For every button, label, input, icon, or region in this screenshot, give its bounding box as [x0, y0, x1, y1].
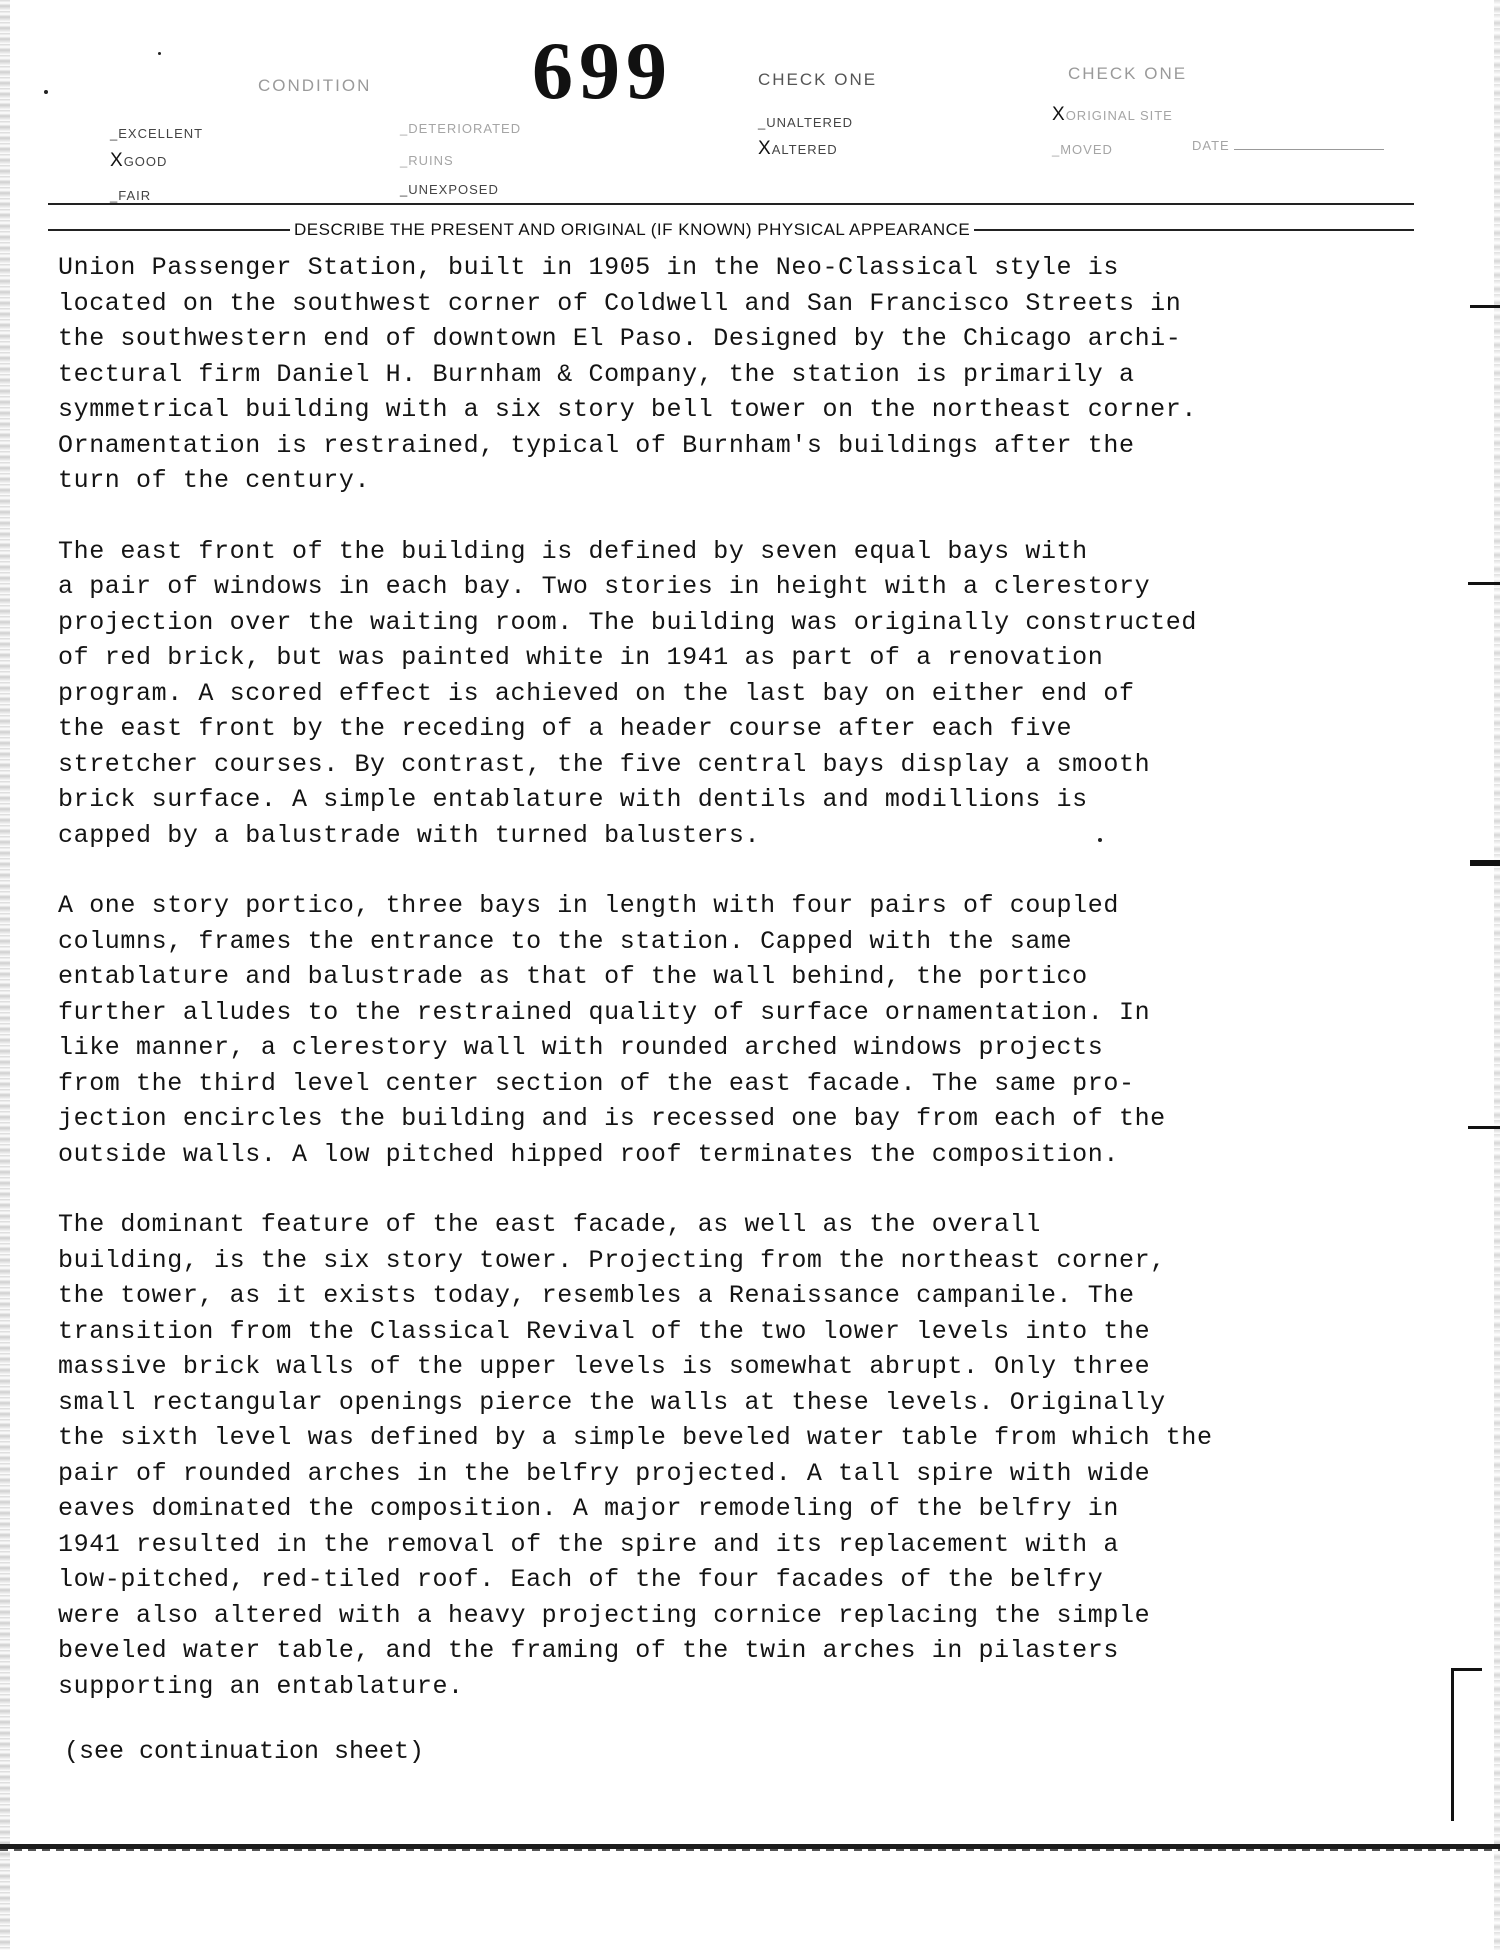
- option-mark: X: [110, 150, 124, 171]
- description-paragraph-2: The east front of the building is defined by seven equal bays with a pair of windows in each bay. Two stories in height with a clerestory projection over the waiting room. The building was originally constructed of red brick, but was painted white in 1941 as part of a renovation program. A scored effect is achieved on the last bay on either end of the east front by the receding of a header course after each five stretcher courses. By contrast, the five central bays display a smooth brick surface. A simple entablature with dentils and modillions is capped by a balustrade with turned balusters.: [58, 536, 1197, 850]
- option-mark: X: [758, 138, 772, 159]
- site-option-moved[interactable]: [1052, 138, 1113, 160]
- option-label: _UNALTERED: [758, 115, 854, 130]
- date-label: DATE: [1192, 138, 1230, 153]
- condition-option-good[interactable]: [110, 150, 167, 172]
- condition-heading: CONDITION: [258, 76, 372, 95]
- condition-option-ruins[interactable]: [400, 149, 454, 171]
- description-paragraph-4: The dominant feature of the east facade, as well as the overall building, is the six story tower. Projecting from the northeast corner, the tower, as it exists today, resembles a Renaissance campanile. The transition from the Classical Revival of the two lower levels into the massive brick walls of the upper levels is somewhat abrupt. Only three small rectangular openings pierce the walls at these levels. Originally the sixth level was defined by a simple beveled water table from which the pair of rounded arches in the belfry projected. A tall spire with wide eaves dominated the composition. A major remodeling of the belfry in 1941 resulted in the removal of the spire and its replacement with a low-pitched, red-tiled roof. Each of the four facades of the belfry were also altered with a heavy projecting cornice replacing the simple beveled water table, and the framing of the twin arches in pilasters supporting an entablature.: [58, 1210, 1213, 1701]
- margin-tick: [1470, 305, 1500, 308]
- description-paragraph-1: Union Passenger Station, built in 1905 in the Neo-Classical style is located on the southwest corner of Coldwell and San Francisco Streets in the southwestern end of downtown El Paso. Designed by the Chicago archi- tectural firm Daniel H. Burnham & Company, the station is primarily a symmetrical building with a six story bell tower on the northeast corner. Ornamentation is restrained, typical of Burnham's buildings after the turn of the century.: [58, 253, 1197, 495]
- physical-appearance-description: [58, 250, 1438, 1739]
- date-blank: [1234, 149, 1384, 150]
- option-label: _UNEXPOSED: [400, 182, 499, 197]
- option-label: _EXCELLENT: [110, 126, 204, 141]
- site-option-original[interactable]: [1052, 104, 1173, 126]
- scan-speck: [158, 52, 161, 55]
- margin-tick: [1470, 860, 1500, 866]
- description-paragraph-3: A one story portico, three bays in length with four pairs of coupled columns, frames the entrance to the station. Capped with the same entablature and balustrade as that of the wall behind, the portico further alludes to the restrained quality of surface ornamentation. In like manner, a clerestory wall with rounded arched windows projects from the third level center section of the east facade. The same pro- jection encircles the building and is recessed one bay from each of the outside walls. A low pitched hipped roof terminates the composition.: [58, 891, 1166, 1169]
- form-number: 699: [532, 25, 673, 116]
- check-one-heading-2: CHECK ONE: [1068, 64, 1188, 83]
- option-label: ALTERED: [771, 142, 838, 157]
- margin-tick: [1468, 582, 1500, 585]
- condition-option-excellent[interactable]: [110, 122, 203, 144]
- scan-right-edge: [1494, 0, 1500, 1950]
- margin-tick: [1468, 1126, 1500, 1129]
- check-one-heading-1: CHECK ONE: [758, 70, 878, 89]
- option-label: _RUINS: [400, 153, 454, 168]
- option-label: GOOD: [123, 154, 168, 169]
- continuation-note: (see continuation sheet): [64, 1737, 425, 1766]
- margin-bracket: [1451, 1668, 1482, 1821]
- option-mark: X: [1052, 104, 1066, 125]
- section-title: DESCRIBE THE PRESENT AND ORIGINAL (IF KNOWN) PHYSICAL APPEARANCE: [290, 220, 974, 240]
- scan-speck: [1098, 838, 1102, 842]
- option-label: _DETERIORATED: [400, 121, 522, 136]
- option-label: _MOVED: [1052, 142, 1113, 157]
- alteration-option-altered[interactable]: [758, 138, 838, 160]
- option-label: ORIGINAL SITE: [1065, 108, 1173, 123]
- header-rule: [48, 203, 1414, 205]
- date-field[interactable]: [1192, 138, 1384, 153]
- footer-rule-dashed: [0, 1849, 1500, 1851]
- option-label: _FAIR: [110, 188, 152, 203]
- condition-option-deteriorated[interactable]: [400, 117, 521, 139]
- alteration-option-unaltered[interactable]: [758, 111, 853, 133]
- scan-left-edge: [0, 0, 10, 1950]
- condition-option-unexposed[interactable]: [400, 178, 499, 200]
- scan-speck: [44, 90, 48, 94]
